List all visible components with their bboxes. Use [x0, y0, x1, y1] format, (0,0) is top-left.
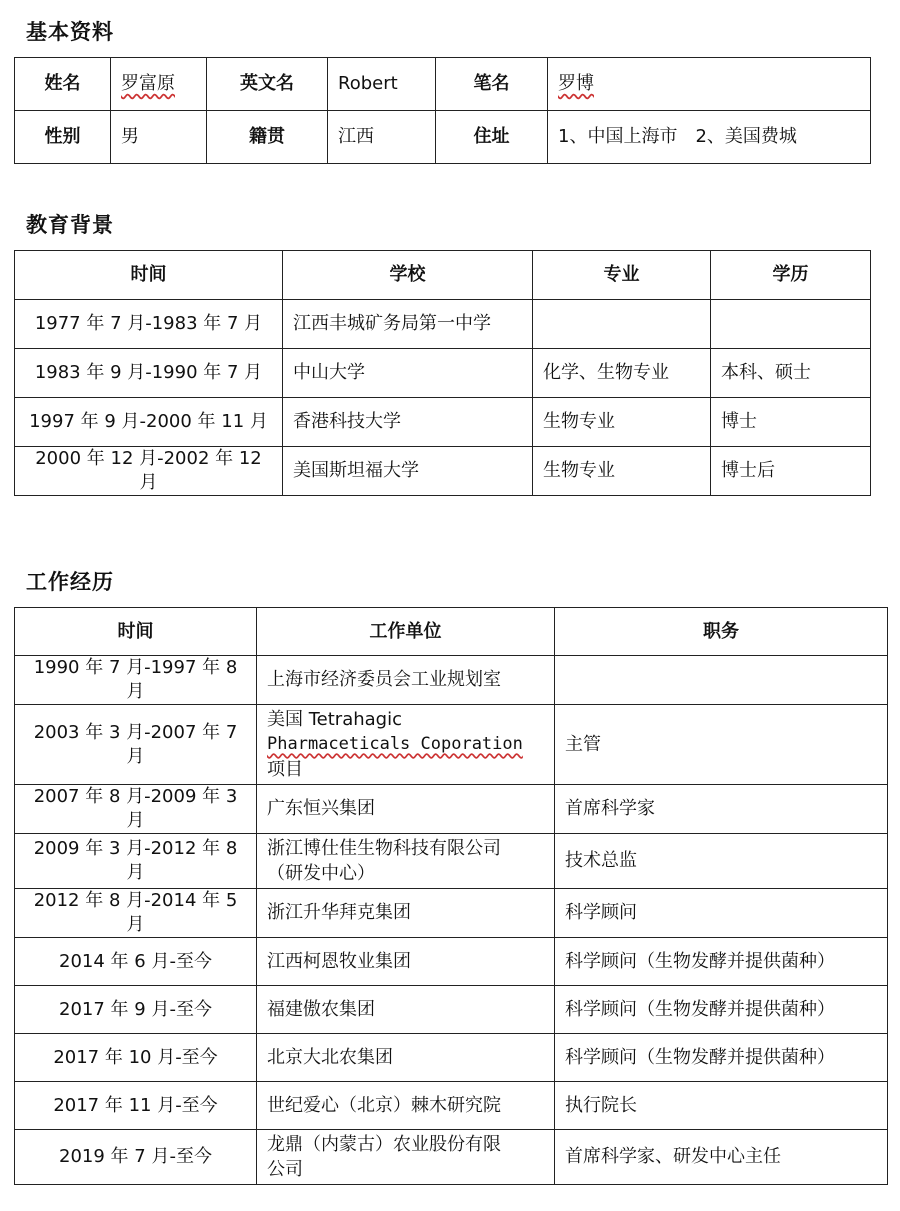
table-header-row: [15, 608, 888, 656]
edu-school: 美国斯坦福大学: [283, 447, 533, 496]
table-row: [15, 398, 871, 447]
work-role: 技术总监: [555, 834, 888, 889]
table-row: [15, 656, 888, 705]
edu-major: 生物专业: [533, 447, 711, 496]
work-role: 首席科学家、研发中心主任: [555, 1130, 888, 1185]
edu-major: 化学、生物专业: [533, 349, 711, 398]
column-header: 专业: [533, 251, 711, 300]
column-header: 学校: [283, 251, 533, 300]
name-label: 姓名: [15, 58, 111, 111]
work-role: 科学顾问（生物发酵并提供菌种）: [555, 986, 888, 1034]
work-unit: 北京大北农集团: [257, 1034, 555, 1082]
edu-school: 中山大学: [283, 349, 533, 398]
work-time: 2019 年 7 月-至今: [15, 1130, 257, 1185]
table-row: [15, 111, 871, 164]
table-row: [15, 58, 871, 111]
work-time: 1990 年 7 月-1997 年 8 月: [15, 656, 257, 705]
edu-degree: [711, 300, 871, 349]
work-unit: 浙江博仕佳生物科技有限公司 （研发中心）: [257, 834, 555, 889]
english-name-value: Robert: [328, 58, 436, 111]
work-unit: 福建傲农集团: [257, 986, 555, 1034]
edu-major: [533, 300, 711, 349]
column-header: 学历: [711, 251, 871, 300]
table-header-row: [15, 251, 871, 300]
work-role: 科学顾问: [555, 889, 888, 938]
work-time: 2014 年 6 月-至今: [15, 938, 257, 986]
pen-name-value: 罗博: [548, 58, 871, 111]
work-role: 科学顾问（生物发酵并提供菌种）: [555, 1034, 888, 1082]
table-row: [15, 705, 888, 785]
work-role: 主管: [555, 705, 888, 785]
name-value: 罗富原: [111, 58, 207, 111]
work-unit: 龙鼎（内蒙古）农业股份有限 公司: [257, 1130, 555, 1185]
basic-info-title: 基本资料: [26, 20, 114, 44]
english-name-label: 英文名: [207, 58, 328, 111]
table-row: [15, 349, 871, 398]
gender-value: 男: [111, 111, 207, 164]
table-row: [15, 834, 888, 889]
table-row: [15, 785, 888, 834]
work-title: 工作经历: [26, 570, 114, 594]
edu-time: 1983 年 9 月-1990 年 7 月: [15, 349, 283, 398]
table-row: [15, 300, 871, 349]
work-role: [555, 656, 888, 705]
edu-degree: 博士后: [711, 447, 871, 496]
work-time: 2003 年 3 月-2007 年 7 月: [15, 705, 257, 785]
work-time: 2017 年 9 月-至今: [15, 986, 257, 1034]
hometown-value: 江西: [328, 111, 436, 164]
edu-time: 2000 年 12 月-2002 年 12 月: [15, 447, 283, 496]
education-table: [14, 250, 871, 496]
table-row: [15, 1034, 888, 1082]
table-row: [15, 986, 888, 1034]
work-time: 2017 年 10 月-至今: [15, 1034, 257, 1082]
work-role: 执行院长: [555, 1082, 888, 1130]
edu-major: 生物专业: [533, 398, 711, 447]
education-title: 教育背景: [26, 213, 114, 237]
gender-label: 性别: [15, 111, 111, 164]
basic-info-table: [14, 57, 871, 164]
edu-time: 1997 年 9 月-2000 年 11 月: [15, 398, 283, 447]
edu-degree: 博士: [711, 398, 871, 447]
work-unit: 广东恒兴集团: [257, 785, 555, 834]
address-label: 住址: [436, 111, 548, 164]
column-header: 时间: [15, 251, 283, 300]
work-unit: 浙江升华拜克集团: [257, 889, 555, 938]
work-role: 首席科学家: [555, 785, 888, 834]
table-row: [15, 1082, 888, 1130]
work-unit: 美国 Tetrahagic Pharmaceticals Coporation 项目: [257, 705, 555, 785]
work-time: 2012 年 8 月-2014 年 5 月: [15, 889, 257, 938]
work-time: 2017 年 11 月-至今: [15, 1082, 257, 1130]
column-header: 职务: [555, 608, 888, 656]
table-row: [15, 889, 888, 938]
edu-school: 江西丰城矿务局第一中学: [283, 300, 533, 349]
table-row: [15, 1130, 888, 1185]
column-header: 工作单位: [257, 608, 555, 656]
table-row: [15, 447, 871, 496]
column-header: 时间: [15, 608, 257, 656]
table-row: [15, 938, 888, 986]
edu-degree: 本科、硕士: [711, 349, 871, 398]
work-unit: 世纪爱心（北京）棘木研究院: [257, 1082, 555, 1130]
work-time: 2009 年 3 月-2012 年 8 月: [15, 834, 257, 889]
work-role: 科学顾问（生物发酵并提供菌种）: [555, 938, 888, 986]
edu-time: 1977 年 7 月-1983 年 7 月: [15, 300, 283, 349]
work-unit: 上海市经济委员会工业规划室: [257, 656, 555, 705]
work-table: [14, 607, 888, 1185]
pen-name-label: 笔名: [436, 58, 548, 111]
hometown-label: 籍贯: [207, 111, 328, 164]
address-value: 1、中国上海市 2、美国费城: [548, 111, 871, 164]
work-unit: 江西柯恩牧业集团: [257, 938, 555, 986]
work-time: 2007 年 8 月-2009 年 3 月: [15, 785, 257, 834]
edu-school: 香港科技大学: [283, 398, 533, 447]
